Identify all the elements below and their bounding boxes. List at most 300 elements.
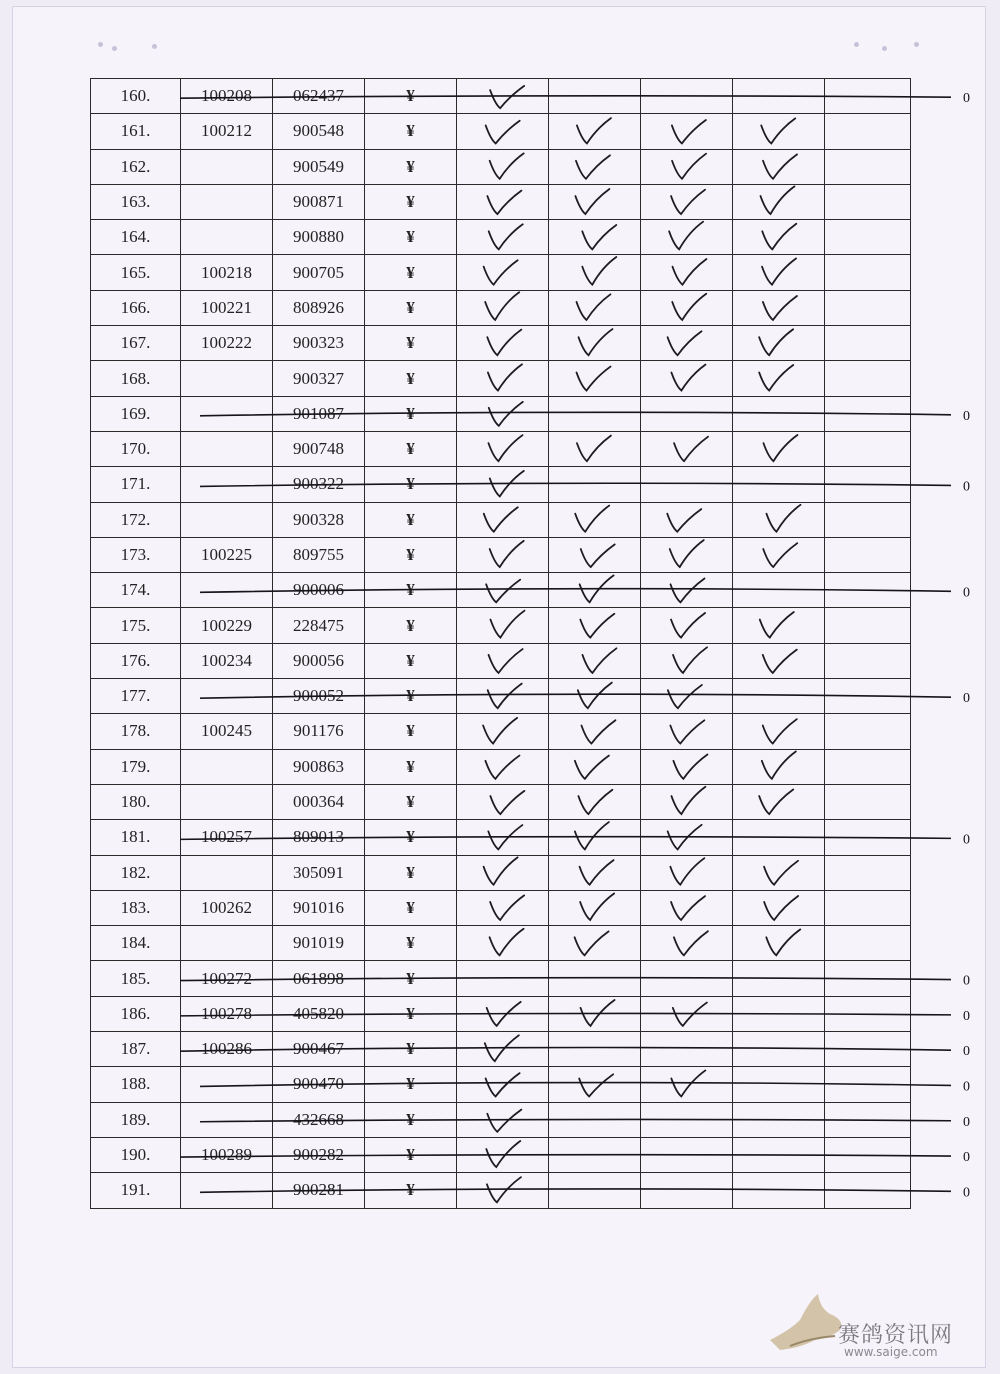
- row-number: 183.: [91, 890, 181, 925]
- check-cell-3: [641, 114, 733, 149]
- margin-zero-mark: 0: [963, 1150, 970, 1166]
- table-row: [91, 1137, 911, 1172]
- member-id: 100212: [181, 114, 273, 149]
- check-cell-2: [549, 573, 641, 608]
- blank-cell: [825, 290, 911, 325]
- member-id: 100208: [181, 79, 273, 114]
- margin-zero-mark: 0: [963, 691, 970, 707]
- currency-mark: ¥: [365, 220, 457, 255]
- check-cell-3: [641, 220, 733, 255]
- row-number: 168.: [91, 361, 181, 396]
- check-cell-4: [733, 749, 825, 784]
- row-number: 172.: [91, 502, 181, 537]
- blank-cell: [825, 643, 911, 678]
- check-cell-2: [549, 643, 641, 678]
- check-cell-4: [733, 643, 825, 678]
- blank-cell: [825, 396, 911, 431]
- check-cell-3: [641, 255, 733, 290]
- member-id: 100262: [181, 890, 273, 925]
- member-id: [181, 184, 273, 219]
- margin-zero-mark: 0: [963, 973, 970, 989]
- ring-number: 901176: [273, 714, 365, 749]
- check-cell-3: [641, 749, 733, 784]
- member-id: 100286: [181, 1032, 273, 1067]
- ring-number: 900327: [273, 361, 365, 396]
- check-cell-2: [549, 890, 641, 925]
- table-row: [91, 1102, 911, 1137]
- check-cell-1: [457, 1137, 549, 1172]
- table-row: [91, 184, 911, 219]
- blank-cell: [825, 1102, 911, 1137]
- ring-number: 901087: [273, 396, 365, 431]
- member-id: 100229: [181, 608, 273, 643]
- currency-mark: ¥: [365, 1032, 457, 1067]
- check-cell-3: [641, 537, 733, 572]
- blank-cell: [825, 573, 911, 608]
- check-cell-2: [549, 926, 641, 961]
- row-number: 167.: [91, 326, 181, 361]
- member-id: [181, 926, 273, 961]
- table-row: [91, 996, 911, 1031]
- check-cell-1: [457, 502, 549, 537]
- check-cell-2: [549, 784, 641, 819]
- blank-cell: [825, 220, 911, 255]
- check-cell-2: [549, 396, 641, 431]
- row-number: 169.: [91, 396, 181, 431]
- check-cell-2: [549, 114, 641, 149]
- blank-cell: [825, 1032, 911, 1067]
- currency-mark: ¥: [365, 114, 457, 149]
- check-cell-1: [457, 1102, 549, 1137]
- table-row: [91, 926, 911, 961]
- check-cell-3: [641, 820, 733, 855]
- check-cell-2: [549, 537, 641, 572]
- blank-cell: [825, 749, 911, 784]
- check-cell-2: [549, 255, 641, 290]
- ring-number: 305091: [273, 855, 365, 890]
- blank-cell: [825, 361, 911, 396]
- table-row: [91, 573, 911, 608]
- currency-mark: ¥: [365, 890, 457, 925]
- check-cell-4: [733, 961, 825, 996]
- check-cell-1: [457, 220, 549, 255]
- check-cell-1: [457, 1032, 549, 1067]
- currency-mark: ¥: [365, 1173, 457, 1208]
- currency-mark: ¥: [365, 1137, 457, 1172]
- member-id: [181, 749, 273, 784]
- check-cell-1: [457, 784, 549, 819]
- margin-zero-mark: 0: [963, 91, 970, 107]
- currency-mark: ¥: [365, 643, 457, 678]
- check-cell-2: [549, 184, 641, 219]
- check-cell-3: [641, 1032, 733, 1067]
- member-id: [181, 1067, 273, 1102]
- ring-number: 900467: [273, 1032, 365, 1067]
- row-number: 178.: [91, 714, 181, 749]
- check-cell-4: [733, 502, 825, 537]
- ring-number: 000364: [273, 784, 365, 819]
- check-cell-1: [457, 361, 549, 396]
- check-cell-3: [641, 890, 733, 925]
- member-id: 100257: [181, 820, 273, 855]
- table-row: [91, 749, 911, 784]
- punch-hole: [882, 46, 887, 51]
- check-cell-1: [457, 255, 549, 290]
- check-cell-4: [733, 714, 825, 749]
- member-id: [181, 784, 273, 819]
- watermark-text: 赛鸽资讯网: [838, 1323, 954, 1348]
- member-id: [181, 149, 273, 184]
- check-cell-4: [733, 431, 825, 466]
- ring-number: 228475: [273, 608, 365, 643]
- table-row: [91, 784, 911, 819]
- member-id: [181, 396, 273, 431]
- margin-zero-mark: 0: [963, 1185, 970, 1201]
- row-number: 182.: [91, 855, 181, 890]
- row-number: 179.: [91, 749, 181, 784]
- ring-number: 809013: [273, 820, 365, 855]
- member-id: [181, 361, 273, 396]
- check-cell-4: [733, 1137, 825, 1172]
- punch-hole: [112, 46, 117, 51]
- check-cell-3: [641, 608, 733, 643]
- check-cell-2: [549, 1173, 641, 1208]
- punch-hole: [98, 42, 103, 47]
- check-cell-1: [457, 537, 549, 572]
- check-cell-2: [549, 467, 641, 502]
- ring-number: 900056: [273, 643, 365, 678]
- blank-cell: [825, 784, 911, 819]
- check-cell-1: [457, 608, 549, 643]
- check-cell-1: [457, 431, 549, 466]
- check-cell-4: [733, 926, 825, 961]
- member-id: [181, 1173, 273, 1208]
- check-cell-2: [549, 608, 641, 643]
- check-cell-3: [641, 679, 733, 714]
- check-cell-2: [549, 1137, 641, 1172]
- member-id: 100234: [181, 643, 273, 678]
- ring-number: 900863: [273, 749, 365, 784]
- currency-mark: ¥: [365, 396, 457, 431]
- table-row: [91, 961, 911, 996]
- table-row: [91, 361, 911, 396]
- check-cell-3: [641, 502, 733, 537]
- ring-number: 405820: [273, 996, 365, 1031]
- margin-zero-mark: 0: [963, 1114, 970, 1130]
- currency-mark: ¥: [365, 608, 457, 643]
- check-cell-4: [733, 184, 825, 219]
- check-cell-4: [733, 996, 825, 1031]
- table-row: [91, 79, 911, 114]
- blank-cell: [825, 184, 911, 219]
- currency-mark: ¥: [365, 749, 457, 784]
- check-cell-1: [457, 79, 549, 114]
- currency-mark: ¥: [365, 537, 457, 572]
- punch-hole: [914, 42, 919, 47]
- table-row: [91, 1173, 911, 1208]
- check-cell-4: [733, 255, 825, 290]
- ring-number: 900548: [273, 114, 365, 149]
- check-cell-4: [733, 220, 825, 255]
- check-cell-1: [457, 926, 549, 961]
- check-cell-2: [549, 855, 641, 890]
- currency-mark: ¥: [365, 255, 457, 290]
- check-cell-1: [457, 149, 549, 184]
- table-row: [91, 431, 911, 466]
- check-cell-4: [733, 1102, 825, 1137]
- blank-cell: [825, 1173, 911, 1208]
- punch-hole: [152, 44, 157, 49]
- table-row: [91, 220, 911, 255]
- blank-cell: [825, 1067, 911, 1102]
- check-cell-3: [641, 714, 733, 749]
- table-row: [91, 326, 911, 361]
- check-cell-2: [549, 326, 641, 361]
- blank-cell: [825, 679, 911, 714]
- check-cell-1: [457, 820, 549, 855]
- currency-mark: ¥: [365, 855, 457, 890]
- member-id: [181, 573, 273, 608]
- margin-zero-mark: 0: [963, 585, 970, 601]
- watermark-url: www.saige.com: [844, 1345, 938, 1359]
- check-cell-1: [457, 290, 549, 325]
- table-row: [91, 679, 911, 714]
- check-cell-1: [457, 679, 549, 714]
- row-number: 164.: [91, 220, 181, 255]
- table-row: [91, 396, 911, 431]
- row-number: 161.: [91, 114, 181, 149]
- ring-number: 432668: [273, 1102, 365, 1137]
- check-cell-2: [549, 961, 641, 996]
- check-cell-1: [457, 714, 549, 749]
- margin-zero-mark: 0: [963, 1008, 970, 1024]
- check-cell-4: [733, 573, 825, 608]
- ring-number: 062437: [273, 79, 365, 114]
- check-cell-4: [733, 361, 825, 396]
- row-number: 173.: [91, 537, 181, 572]
- row-number: 189.: [91, 1102, 181, 1137]
- blank-cell: [825, 608, 911, 643]
- row-number: 176.: [91, 643, 181, 678]
- check-cell-4: [733, 79, 825, 114]
- check-cell-1: [457, 961, 549, 996]
- check-cell-3: [641, 784, 733, 819]
- check-cell-2: [549, 79, 641, 114]
- ring-number: 900006: [273, 573, 365, 608]
- ring-number: 900282: [273, 1137, 365, 1172]
- check-cell-1: [457, 643, 549, 678]
- member-id: [181, 679, 273, 714]
- check-cell-4: [733, 820, 825, 855]
- check-cell-1: [457, 1173, 549, 1208]
- margin-zero-mark: 0: [963, 479, 970, 495]
- check-cell-2: [549, 1032, 641, 1067]
- check-cell-4: [733, 149, 825, 184]
- check-cell-4: [733, 396, 825, 431]
- check-cell-3: [641, 1067, 733, 1102]
- check-cell-2: [549, 820, 641, 855]
- blank-cell: [825, 1137, 911, 1172]
- check-cell-3: [641, 855, 733, 890]
- check-cell-4: [733, 290, 825, 325]
- check-cell-3: [641, 361, 733, 396]
- check-cell-2: [549, 502, 641, 537]
- check-cell-1: [457, 1067, 549, 1102]
- member-id: [181, 467, 273, 502]
- table-row: [91, 290, 911, 325]
- check-cell-2: [549, 149, 641, 184]
- currency-mark: ¥: [365, 361, 457, 396]
- ring-number: 900748: [273, 431, 365, 466]
- check-cell-2: [549, 220, 641, 255]
- blank-cell: [825, 326, 911, 361]
- table-row: [91, 608, 911, 643]
- table-row: [91, 890, 911, 925]
- currency-mark: ¥: [365, 714, 457, 749]
- check-cell-4: [733, 1032, 825, 1067]
- currency-mark: ¥: [365, 573, 457, 608]
- ring-number: 061898: [273, 961, 365, 996]
- ring-number: 900705: [273, 255, 365, 290]
- currency-mark: ¥: [365, 784, 457, 819]
- check-cell-1: [457, 996, 549, 1031]
- blank-cell: [825, 502, 911, 537]
- row-number: 181.: [91, 820, 181, 855]
- table-row: [91, 114, 911, 149]
- check-cell-3: [641, 467, 733, 502]
- check-cell-1: [457, 467, 549, 502]
- check-cell-4: [733, 855, 825, 890]
- table-row: [91, 714, 911, 749]
- row-number: 184.: [91, 926, 181, 961]
- ring-number: 900323: [273, 326, 365, 361]
- check-cell-3: [641, 996, 733, 1031]
- row-number: 175.: [91, 608, 181, 643]
- blank-cell: [825, 114, 911, 149]
- check-cell-4: [733, 1067, 825, 1102]
- blank-cell: [825, 431, 911, 466]
- row-number: 171.: [91, 467, 181, 502]
- table-row: [91, 537, 911, 572]
- table-row: [91, 855, 911, 890]
- row-number: 180.: [91, 784, 181, 819]
- margin-zero-mark: 0: [963, 1044, 970, 1060]
- currency-mark: ¥: [365, 79, 457, 114]
- blank-cell: [825, 537, 911, 572]
- currency-mark: ¥: [365, 1102, 457, 1137]
- blank-cell: [825, 820, 911, 855]
- member-id: 100289: [181, 1137, 273, 1172]
- member-id: [181, 1102, 273, 1137]
- row-number: 188.: [91, 1067, 181, 1102]
- member-id: [181, 220, 273, 255]
- blank-cell: [825, 714, 911, 749]
- row-number: 174.: [91, 573, 181, 608]
- check-cell-4: [733, 114, 825, 149]
- check-cell-4: [733, 784, 825, 819]
- check-cell-4: [733, 326, 825, 361]
- check-cell-3: [641, 79, 733, 114]
- currency-mark: ¥: [365, 961, 457, 996]
- row-number: 166.: [91, 290, 181, 325]
- check-cell-1: [457, 326, 549, 361]
- ring-number: 900871: [273, 184, 365, 219]
- check-cell-4: [733, 1173, 825, 1208]
- ring-number: 900470: [273, 1067, 365, 1102]
- row-number: 170.: [91, 431, 181, 466]
- check-cell-3: [641, 573, 733, 608]
- row-number: 190.: [91, 1137, 181, 1172]
- check-cell-4: [733, 679, 825, 714]
- check-cell-2: [549, 1102, 641, 1137]
- row-number: 162.: [91, 149, 181, 184]
- table-row: [91, 255, 911, 290]
- check-cell-3: [641, 926, 733, 961]
- check-cell-1: [457, 573, 549, 608]
- currency-mark: ¥: [365, 290, 457, 325]
- margin-zero-mark: 0: [963, 408, 970, 424]
- ring-number: 809755: [273, 537, 365, 572]
- blank-cell: [825, 890, 911, 925]
- check-cell-4: [733, 467, 825, 502]
- currency-mark: ¥: [365, 926, 457, 961]
- currency-mark: ¥: [365, 467, 457, 502]
- currency-mark: ¥: [365, 431, 457, 466]
- blank-cell: [825, 255, 911, 290]
- margin-zero-mark: 0: [963, 832, 970, 848]
- check-cell-4: [733, 537, 825, 572]
- member-id: 100222: [181, 326, 273, 361]
- blank-cell: [825, 996, 911, 1031]
- row-number: 165.: [91, 255, 181, 290]
- currency-mark: ¥: [365, 184, 457, 219]
- row-number: 186.: [91, 996, 181, 1031]
- row-number: 191.: [91, 1173, 181, 1208]
- ring-number: 901019: [273, 926, 365, 961]
- currency-mark: ¥: [365, 996, 457, 1031]
- punch-hole: [854, 42, 859, 47]
- currency-mark: ¥: [365, 820, 457, 855]
- currency-mark: ¥: [365, 502, 457, 537]
- table-row: [91, 502, 911, 537]
- member-id: 100278: [181, 996, 273, 1031]
- check-cell-2: [549, 679, 641, 714]
- currency-mark: ¥: [365, 1067, 457, 1102]
- check-cell-4: [733, 890, 825, 925]
- member-id: [181, 431, 273, 466]
- blank-cell: [825, 149, 911, 184]
- check-cell-2: [549, 290, 641, 325]
- member-id: 100218: [181, 255, 273, 290]
- check-cell-1: [457, 184, 549, 219]
- ledger-table: [90, 78, 911, 1209]
- check-cell-3: [641, 290, 733, 325]
- ring-number: 900322: [273, 467, 365, 502]
- currency-mark: ¥: [365, 679, 457, 714]
- blank-cell: [825, 79, 911, 114]
- blank-cell: [825, 855, 911, 890]
- blank-cell: [825, 961, 911, 996]
- check-cell-2: [549, 1067, 641, 1102]
- ring-number: 901016: [273, 890, 365, 925]
- check-cell-1: [457, 114, 549, 149]
- row-number: 163.: [91, 184, 181, 219]
- currency-mark: ¥: [365, 326, 457, 361]
- ring-number: 808926: [273, 290, 365, 325]
- check-cell-1: [457, 749, 549, 784]
- check-cell-2: [549, 714, 641, 749]
- member-id: 100245: [181, 714, 273, 749]
